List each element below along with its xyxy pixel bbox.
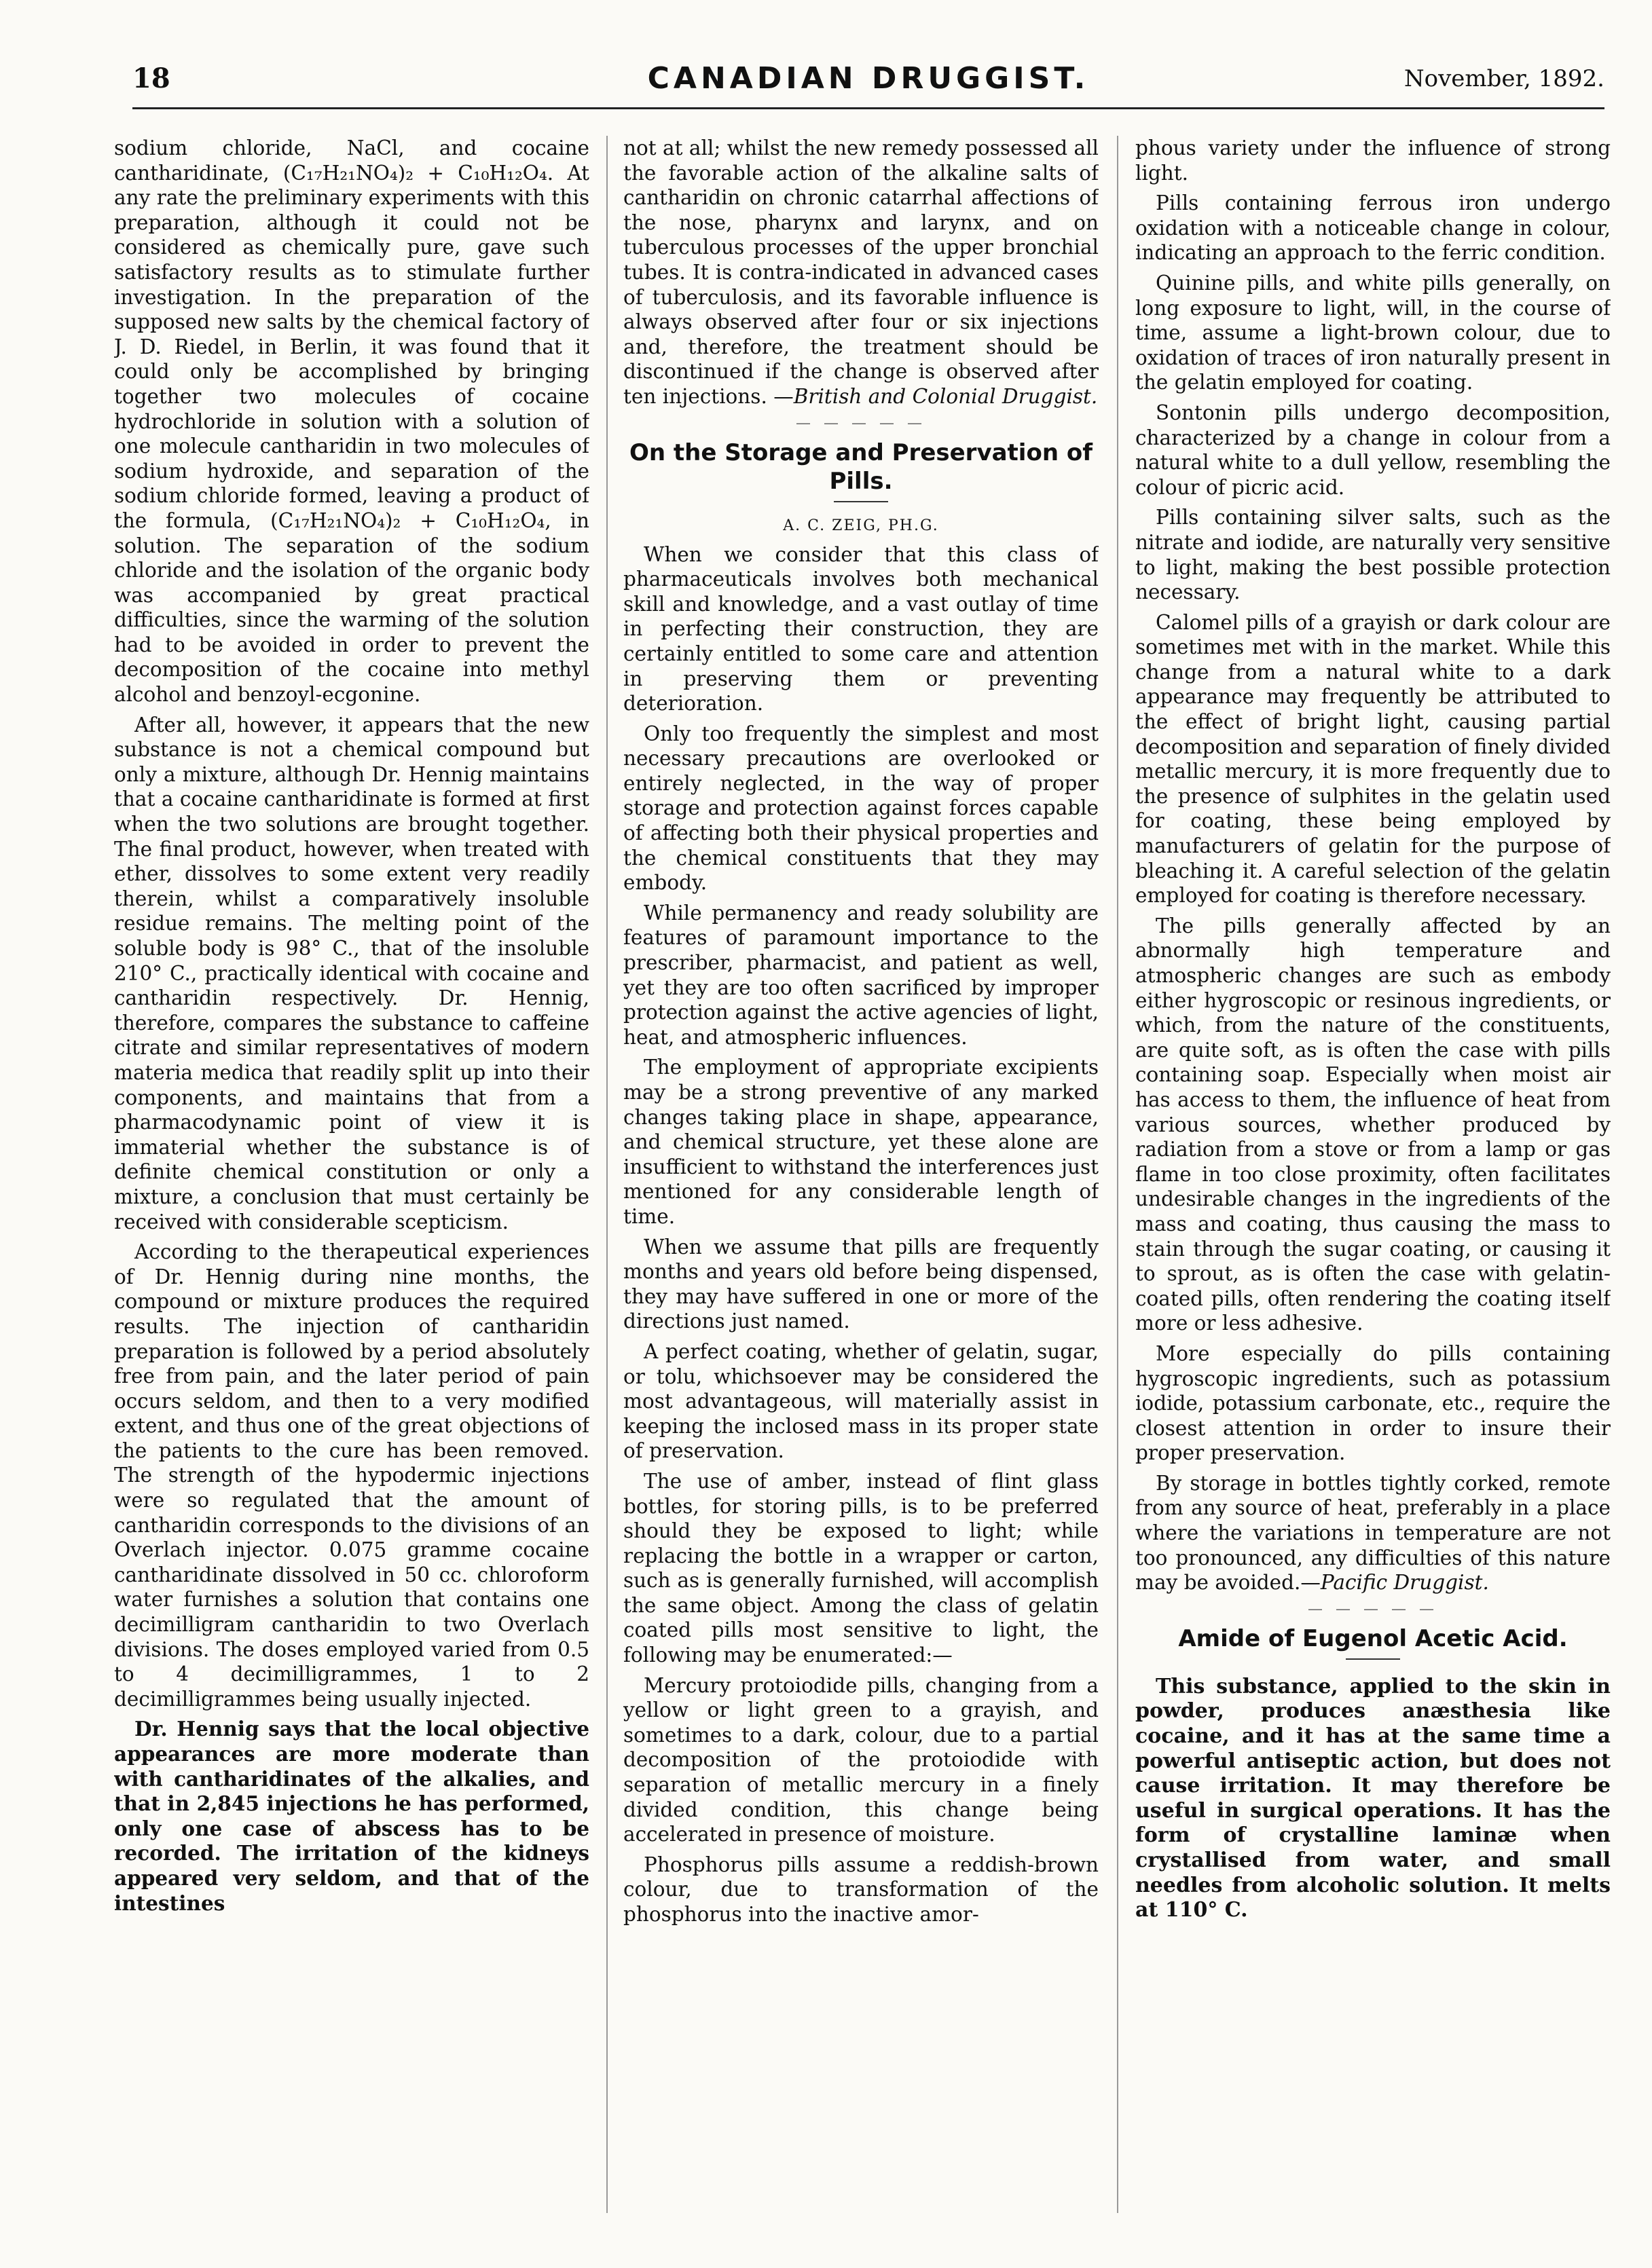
paragraph: According to the therapeutical experiences of Dr. Hennig during nine months, the compound or mixture produces the required results. The injection of cantharidin preparation is followed by a period absolutely free from pain, and the later period of pain occurs seldom, and then to a very modified extent, and thus one of the great objections of the patients to the cure has been removed. The strength of the hypodermic injections were so regulated that the amount of cantharidin corresponds to the divisions of an Overlach injector. 0.075 gramme cocaine cantharidinate dissolved in 50 cc. chloroform water furnishes a solution that contains one decimilligram cantharidin to two Overlach divisions. The doses employed varied from 0.5 to 4 decimilligrammes, 1 to 2 decimilligrammes being usually injected.	[114, 1240, 589, 1711]
column-divider	[1117, 136, 1118, 2213]
column-3	[1135, 136, 1611, 2233]
paragraph: Quinine pills, and white pills generally, on long exposure to light, will, in the course of time, assume a light-brown colour, due to oxidation of traces of iron naturally present in the gelatin employed for coating.	[1135, 271, 1611, 394]
paragraph: This substance, applied to the skin in powder, produces anæsthesia like cocaine, and it has at the same time a powerful antiseptic action, but does not cause irritation. It may therefore be useful in surgical operations. It has the form of crystalline laminæ when crystallised from water, and small needles from alcoholic solution. It melts at 110° C.	[1135, 1674, 1611, 1922]
article-title: Amide of Eugenol Acetic Acid.	[1178, 1624, 1568, 1652]
paragraph: After all, however, it appears that the new substance is not a chemical compound but only a mixture, although Dr. Hennig maintains that a cocaine cantharidinate is formed at first when the two solutions are brought together. The final product, however, when treated with ether, dissolves to some extent very readily therein, whilst a comparatively insoluble residue remains. The melting point of the soluble body is 98° C., that of the insoluble 210° C., practically identical with cocaine and cantharidin respectively. Dr. Hennig, therefore, compares the substance to caffeine citrate and similar representatives of modern materia medica that readily split up into their components, and maintains that from a pharmacodynamic point of view it is immaterial whether the substance is of definite chemical constitution or only a mixture, a conclusion that must certainly be received with considerable scepticism.	[114, 713, 589, 1233]
issue-date: November, 1892.	[1403, 65, 1604, 92]
paragraph: sodium chloride, NaCl, and cocaine cantharidinate, (C₁₇H₂₁NO₄)₂ + C₁₀H₁₂O₄. At any rate the preliminary experiments with this preparation, although it could not be considered as chemically pure, gave such satisfactory results as to stimulate further investigation. In the preparation of the supposed new salts by the chemical factory of J. D. Riedel, in Berlin, it was found that it could only be accomplished by bringing together two molecules of cocaine hydrochloride in solution with a solution of one molecule cantharidin in two molecules of sodium hydroxide, and separation of the sodium chloride formed, leaving a product of the formula, (C₁₇H₂₁NO₄)₂ + C₁₀H₁₂O₄, in solution. The separation of the sodium chloride and the isolation of the organic body was accompanied by great practical difficulties, since the warming of the solution had to be avoided in order to prevent the decomposition of the cocaine into methyl alcohol and benzoyl-ecgonine.	[114, 136, 589, 707]
paragraph: Pills containing ferrous iron undergo oxidation with a noticeable change in colour, indicating an approach to the ferric condition.	[1135, 191, 1611, 265]
column-1	[114, 136, 589, 2233]
byline: A. C. ZEIG, PH.G.	[783, 517, 939, 534]
paragraph: When we consider that this class of pharmaceuticals involves both mechanical skill and knowledge, and a vast outlay of time in perfecting their construction, they are certainly entitled to some care and attention in preserving them or preventing deterioration.	[623, 542, 1099, 715]
continued-paragraph	[623, 136, 1099, 409]
paragraph: Dr. Hennig says that the local objective appearances are more moderate than with cantharidinates of the alkalies, and that in 2,845 injections he has performed, only one case of abscess has to be recorded. The irritation of the kidneys appeared very seldom, and that of the intestines	[114, 1717, 589, 1915]
paragraph: A perfect coating, whether of gelatin, sugar, or tolu, whichsoever may be considered the most advantageous, will materially assist in keeping the inclosed mass in its proper state of preservation.	[623, 1339, 1099, 1463]
column-divider	[606, 136, 608, 2213]
paragraph: Mercury protoiodide pills, changing from a yellow or light green to a grayish, and sometimes to a dark, colour, due to a partial decomposition of the protoiodide with separation of metallic mercury in a finely divided condition, this change being accelerated in presence of moisture.	[623, 1673, 1099, 1846]
paragraph-text: not at all; whilst the new remedy possessed all the favorable action of the alkaline salts of cantharidin on chronic catarrhal affections of the nose, pharynx and larynx, and on tuberculous processes of the upper bronchial tubes. It is contra-indicated in advanced cases of tuberculosis, and its favorable influence is always observed after four or six injections and, therefore, the treatment should be discontinued if the change is observed after ten injections. —	[623, 136, 1099, 408]
column-2	[623, 136, 1099, 2233]
paragraph: phous variety under the influence of strong light.	[1135, 136, 1611, 185]
paragraph: Only too frequently the simplest and most necessary precautions are overlooked or entirely neglected, in the way of proper storage and protection against forces capable of affecting both their physical properties and the chemical constituents that they may embody.	[623, 722, 1099, 895]
paragraph: Pills containing silver salts, such as the nitrate and iodide, are naturally very sensitive to light, making the best possible protection necessary.	[1135, 506, 1611, 604]
title-rule	[1346, 1658, 1400, 1660]
paragraph: When we assume that pills are frequently months and years old before being dispensed, they may have suffered in one or more of the directions just named.	[623, 1235, 1099, 1333]
paragraph: Sontonin pills undergo decomposition, characterized by a change in colour from a natural white to a dull yellow, resembling the colour of picric acid.	[1135, 401, 1611, 499]
paragraph: More especially do pills containing hygroscopic ingredients, such as potassium iodide, potassium carbonate, etc., require the closest attention in order to insure their proper preservation.	[1135, 1341, 1611, 1465]
article-separator: — — — — —	[1308, 1600, 1438, 1618]
source-credit: British and Colonial Druggist.	[793, 384, 1098, 408]
paragraph-text: By storage in bottles tightly corked, remote from any source of heat, preferably in a place where the variations in temperature are not too pronounced, any difficulties of this nature may be avoided.—	[1135, 1471, 1611, 1595]
paragraph: While permanency and ready solubility are features of paramount importance to the prescriber, pharmacist, and patient as well, yet they are too often sacrificed by improper protection against the active agencies of light, heat, and atmospheric influences.	[623, 901, 1099, 1049]
paragraph: The pills generally affected by an abnormally high temperature and atmospheric changes are such as embody either hygroscopic or resinous ingredients, or which, from the nature of the constituents, are quite soft, as is often the case with pills containing soap. Especially when moist air has access to them, the influence of heat from various sources, whether produced by radiation from a stove or from a lamp or gas flame in too close proximity, often facilitates undesirable changes in the ingredients of the mass and coating, thus causing the mass to stain through the sugar coating, or causing it to sprout, as is often the case with gelatin-coated pills, often rendering the coating itself more or less adhesive.	[1135, 914, 1611, 1335]
paragraph: Calomel pills of a grayish or dark colour are sometimes met with in the market. While this change from a natural white to a dark appearance may frequently be attributed to the effect of bright light, causing partial decomposition and separation of finely divided metallic mercury, it is more frequently due to the presence of sulphites in the gelatin used for coating, these being employed by manufacturers of gelatin for the purpose of bleaching it. A careful selection of the gelatin employed for coating is therefore necessary.	[1135, 610, 1611, 908]
paragraph: The use of amber, instead of flint glass bottles, for storing pills, is to be preferred should they be exposed to light; while replacing the bottle in a wrapper or carton, such as is generally furnished, will accomplish the same object. Among the class of gelatin coated pills most sensitive to light, the following may be enumerated:—	[623, 1469, 1099, 1667]
title-rule	[834, 501, 888, 502]
paragraph: Phosphorus pills assume a reddish-brown colour, due to transformation of the phosphorus into the inactive amor-	[623, 1853, 1099, 1926]
source-credit: Pacific Druggist.	[1320, 1571, 1489, 1595]
paragraph	[1135, 1471, 1611, 1595]
article-separator: — — — — —	[796, 414, 926, 432]
page-header	[132, 60, 1604, 109]
page-number: 18	[132, 62, 170, 94]
article-body	[1135, 1675, 1611, 1923]
paragraph: The employment of appropriate excipients may be a strong preventive of any marked changes taking place in shape, appearance, and chemical structure, yet these alone are insufficient to withstand the interferences just mentioned for any considerable length of time.	[623, 1056, 1099, 1228]
article-title: On the Storage and Preservation of Pills.	[629, 439, 1093, 495]
publication-title: CANADIAN DRUGGIST.	[647, 61, 1090, 96]
